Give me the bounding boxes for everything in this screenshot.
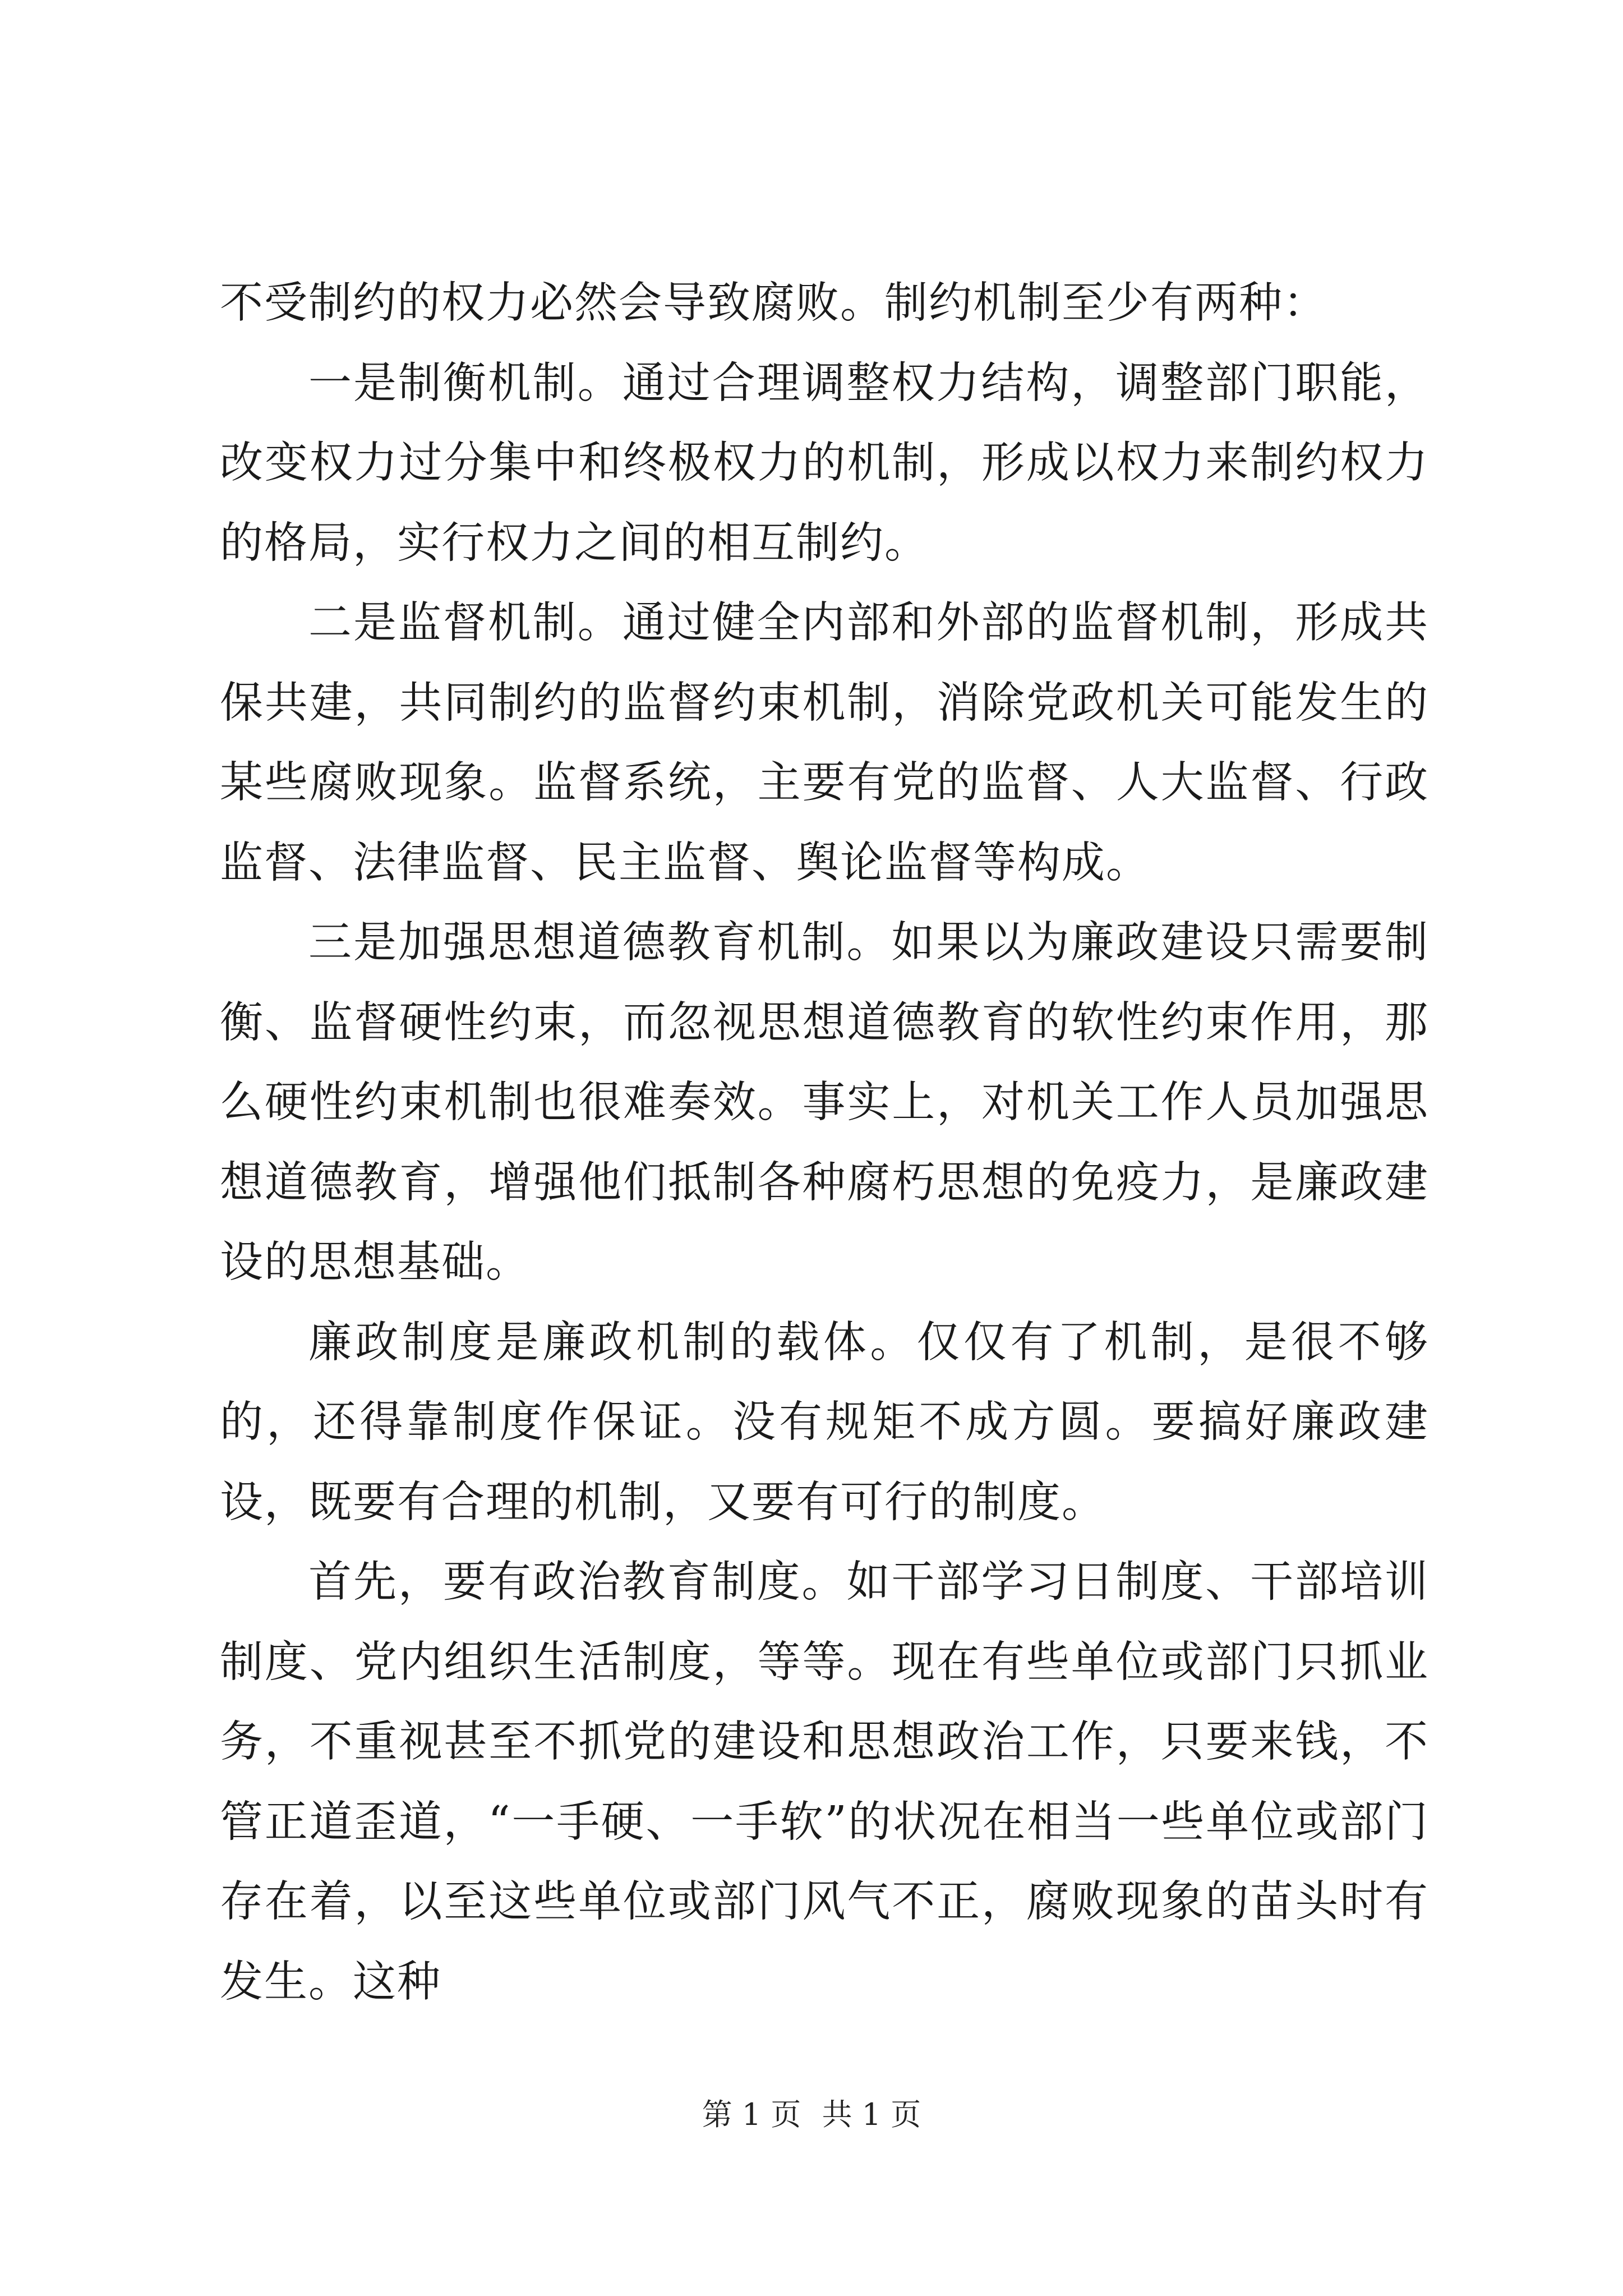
paragraph-political-education: 首先，要有政治教育制度。如干部学习日制度、干部培训制度、党内组织生活制度，等等。现在有些单位或部门只抓业务，不重视甚至不抓党的建设和思想政治工作，只要来钱，不管正道歪道，“一手硬、一手软”的状况在相当一些单位或部门存在着，以至这些单位或部门风气不正，腐败现象的苗头时有发生。这种 xyxy=(220,1557,1429,2007)
page-total: 共 1 页 xyxy=(822,2097,921,2132)
paragraph-balance-mechanism: 一是制衡机制。通过合理调整权力结构，调整部门职能，改变权力过分集中和终极权力的机制，形成以权力来制约权力的格局，实行权力之间的相互制约。 xyxy=(220,358,1429,568)
paragraph-supervision-mechanism: 二是监督机制。通过健全内部和外部的监督机制，形成共保共建，共同制约的监督约束机制，消除党政机关可能发生的某些腐败现象。监督系统，主要有党的监督、人大监督、行政监督、法律监督、民主监督、舆论监督等构成。 xyxy=(220,598,1429,888)
document-body xyxy=(220,264,1429,2022)
paragraph-system-carrier: 廉政制度是廉政机制的载体。仅仅有了机制，是很不够的，还得靠制度作保证。没有规矩不成方圆。要搞好廉政建设，既要有合理的机制，又要有可行的制度。 xyxy=(220,1317,1429,1527)
page-number: 第 1 页 xyxy=(702,2097,801,2132)
page-footer xyxy=(0,2095,1623,2134)
paragraph-intro: 不受制约的权力必然会导致腐败。制约机制至少有两种： xyxy=(220,278,1327,328)
paragraph-moral-education-mechanism: 三是加强思想道德教育机制。如果以为廉政建设只需要制衡、监督硬性约束，而忽视思想道德教育的软性约束作用，那么硬性约束机制也很难奏效。事实上，对机关工作人员加强思想道德教育，增强他们抵制各种腐朽思想的免疫力，是廉政建设的思想基础。 xyxy=(220,918,1429,1287)
